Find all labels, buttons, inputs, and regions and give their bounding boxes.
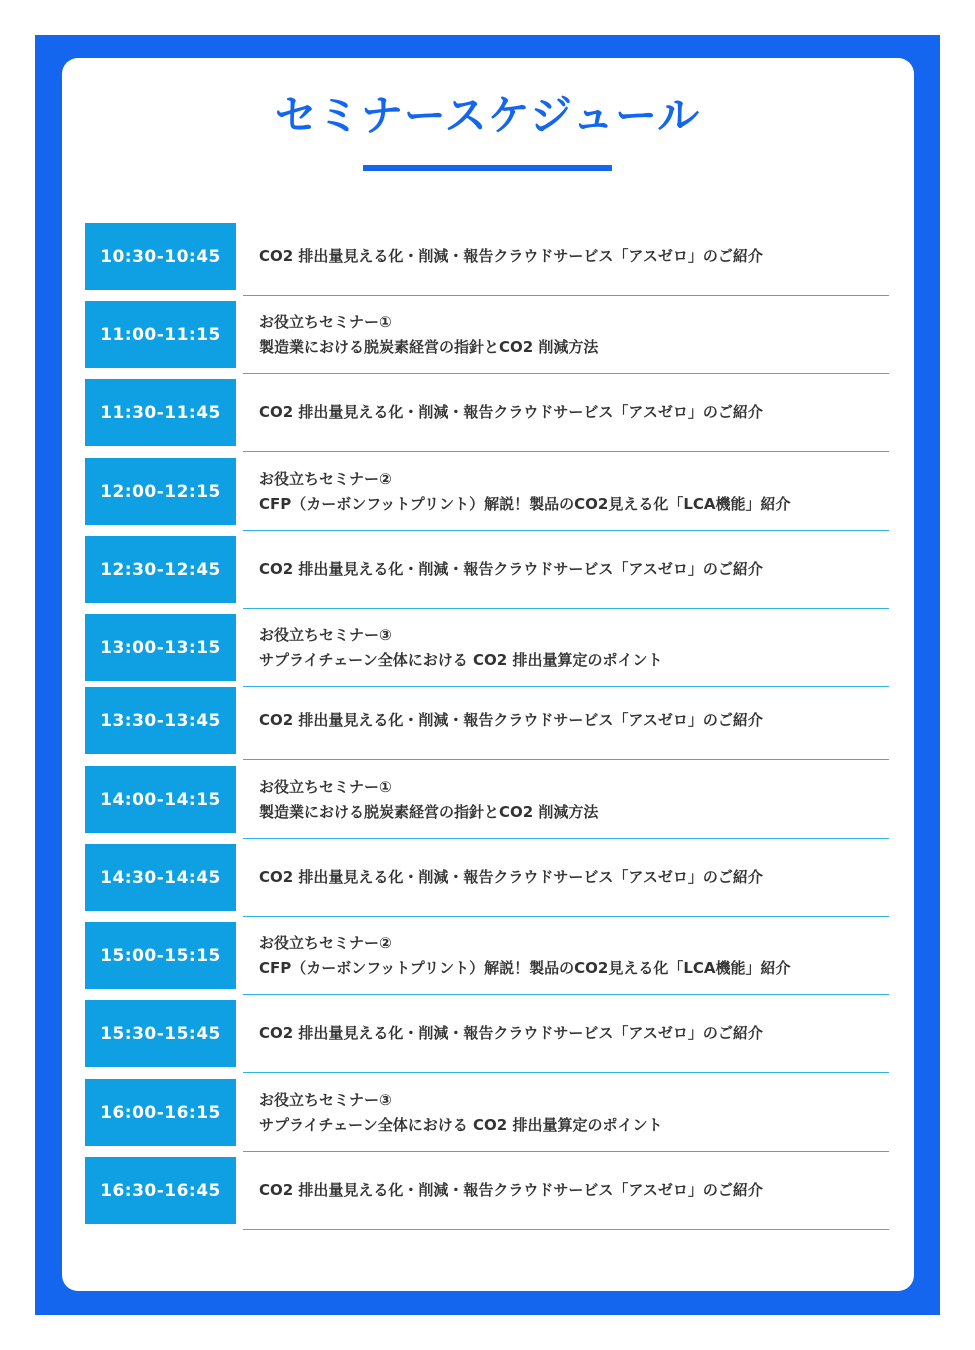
time-slot: 12:00-12:15 — [85, 458, 236, 525]
time-slot: 10:30-10:45 — [85, 223, 236, 290]
time-slot: 16:30-16:45 — [85, 1157, 236, 1224]
session-line2: サプライチェーン全体における CO2 排出量算定のポイント — [259, 650, 663, 669]
session-line2: 製造業における脱炭素経営の指針とCO2 削減方法 — [259, 802, 599, 821]
session-line1: CO2 排出量見える化・削減・報告クラウドサービス「アスゼロ」のご紹介 — [259, 560, 763, 578]
session-line1: お役立ちセミナー② — [259, 933, 392, 952]
session-description — [259, 614, 889, 681]
page-title: セミナースケジュール — [274, 91, 701, 140]
session-description — [259, 1000, 889, 1067]
session-description — [259, 922, 889, 989]
time-slot: 11:30-11:45 — [85, 379, 236, 446]
session-description — [259, 1079, 889, 1146]
session-line1: CO2 排出量見える化・削減・報告クラウドサービス「アスゼロ」のご紹介 — [259, 868, 763, 886]
session-line2: CFP（カーボンフットプリント）解説！製品のCO2見える化「LCA機能」紹介 — [259, 494, 791, 513]
session-description — [259, 536, 889, 603]
session-line2: サプライチェーン全体における CO2 排出量算定のポイント — [259, 1115, 663, 1134]
time-slot: 14:30-14:45 — [85, 844, 236, 911]
session-line2: CFP（カーボンフットプリント）解説！製品のCO2見える化「LCA機能」紹介 — [259, 958, 791, 977]
session-line1: お役立ちセミナー① — [259, 777, 392, 796]
session-description — [259, 1157, 889, 1224]
session-description — [259, 766, 889, 833]
session-line1: CO2 排出量見える化・削減・報告クラウドサービス「アスゼロ」のご紹介 — [259, 1181, 763, 1199]
row-divider — [243, 530, 889, 531]
session-line1: お役立ちセミナー③ — [259, 625, 392, 644]
session-description — [259, 301, 889, 368]
session-description — [259, 223, 889, 290]
title-underline — [363, 165, 612, 171]
row-divider — [243, 451, 889, 452]
row-divider — [243, 295, 889, 296]
session-description — [259, 458, 889, 525]
row-divider — [243, 608, 889, 609]
session-description — [259, 687, 889, 754]
session-line1: CO2 排出量見える化・削減・報告クラウドサービス「アスゼロ」のご紹介 — [259, 711, 763, 729]
time-slot: 15:30-15:45 — [85, 1000, 236, 1067]
time-slot: 14:00-14:15 — [85, 766, 236, 833]
session-line2: 製造業における脱炭素経営の指針とCO2 削減方法 — [259, 337, 599, 356]
time-slot: 13:30-13:45 — [85, 687, 236, 754]
row-divider — [243, 1229, 889, 1230]
time-slot: 12:30-12:45 — [85, 536, 236, 603]
row-divider — [243, 373, 889, 374]
row-divider — [243, 1072, 889, 1073]
session-description — [259, 844, 889, 911]
time-slot: 11:00-11:15 — [85, 301, 236, 368]
time-slot: 13:00-13:15 — [85, 614, 236, 681]
session-description — [259, 379, 889, 446]
row-divider — [243, 1151, 889, 1152]
time-slot: 15:00-15:15 — [85, 922, 236, 989]
row-divider — [243, 838, 889, 839]
time-slot: 16:00-16:15 — [85, 1079, 236, 1146]
row-divider — [243, 994, 889, 995]
session-line1: CO2 排出量見える化・削減・報告クラウドサービス「アスゼロ」のご紹介 — [259, 1024, 763, 1042]
session-line1: CO2 排出量見える化・削減・報告クラウドサービス「アスゼロ」のご紹介 — [259, 247, 763, 265]
row-divider — [243, 916, 889, 917]
session-line1: お役立ちセミナー① — [259, 312, 392, 331]
session-line1: お役立ちセミナー② — [259, 469, 392, 488]
row-divider — [243, 759, 889, 760]
session-line1: CO2 排出量見える化・削減・報告クラウドサービス「アスゼロ」のご紹介 — [259, 403, 763, 421]
session-line1: お役立ちセミナー③ — [259, 1090, 392, 1109]
